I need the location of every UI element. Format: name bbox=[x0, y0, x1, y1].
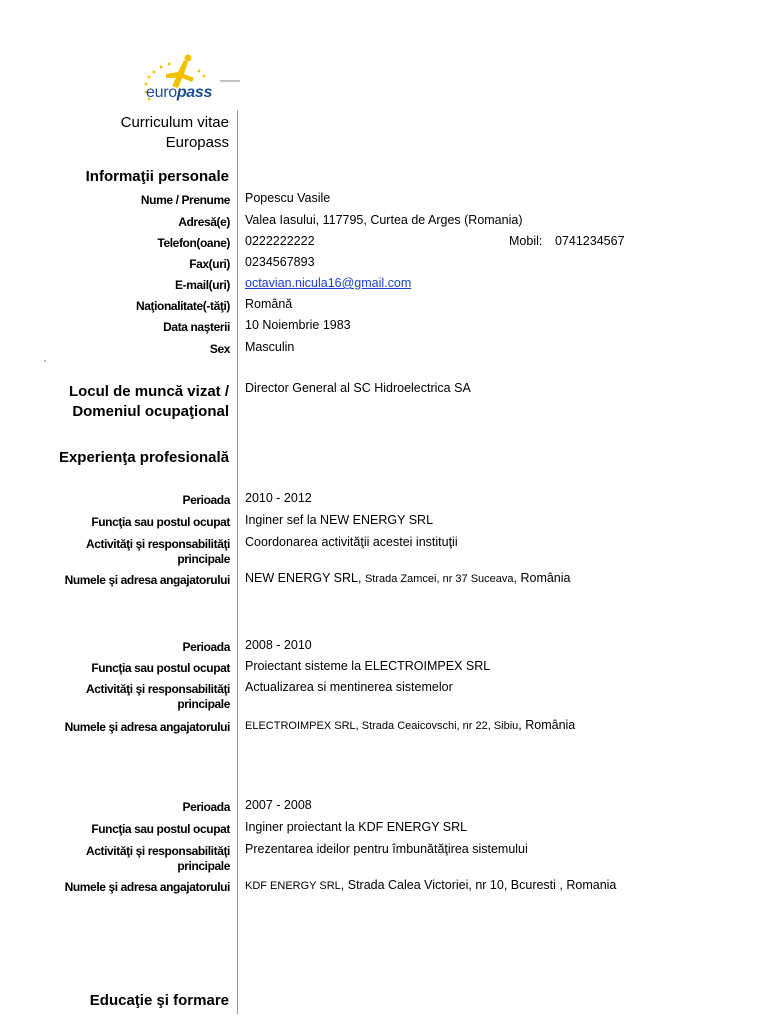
experience-heading: Experienţa profesională bbox=[58, 449, 229, 466]
value-period: 2010 - 2012 bbox=[245, 491, 312, 505]
label-name: Nume / Prenume bbox=[140, 193, 230, 207]
job-value: Director General al SC Hidroelectrica SA bbox=[245, 381, 471, 395]
label-phone: Telefon(oane) bbox=[157, 236, 230, 250]
value-position: Inginer proiectant la KDF ENERGY SRL bbox=[245, 820, 468, 834]
label-activities-line1: Activităţi şi responsabilităţi bbox=[85, 844, 230, 858]
label-position: Funcţia sau postul ocupat bbox=[91, 822, 230, 836]
label-activities-line2: principale bbox=[177, 552, 230, 566]
label-nationality: Naţionalitate(-tăţi) bbox=[135, 299, 230, 313]
value-birthdate: 10 Noiembrie 1983 bbox=[245, 318, 351, 332]
label-mobile: Mobil: bbox=[509, 234, 543, 248]
value-activities: Prezentarea ideilor pentru îmbunătăţirea sistemului bbox=[245, 842, 528, 856]
value-nationality: Română bbox=[245, 297, 293, 311]
value-period: 2007 - 2008 bbox=[245, 798, 312, 812]
value-mobile: 0741234567 bbox=[555, 234, 625, 248]
value-employer: ELECTROIMPEX SRL, Strada Ceaicovschi, nr 22, Sibiu, România bbox=[245, 718, 576, 732]
cv-title-line1: Curriculum vitae bbox=[120, 114, 229, 131]
label-employer: Numele şi adresa angajatorului bbox=[64, 573, 230, 587]
label-period: Perioada bbox=[182, 493, 230, 507]
value-period: 2008 - 2010 bbox=[245, 638, 312, 652]
label-sex: Sex bbox=[209, 342, 230, 356]
label-activities-line2: principale bbox=[177, 859, 230, 873]
value-name: Popescu Vasile bbox=[245, 191, 331, 205]
label-address: Adresă(e) bbox=[178, 215, 230, 229]
value-position: Inginer sef la NEW ENERGY SRL bbox=[245, 513, 434, 527]
value-position: Proiectant sisteme la ELECTROIMPEX SRL bbox=[245, 659, 491, 673]
europass-wordmark: europass bbox=[146, 84, 213, 101]
label-position: Funcţia sau postul ocupat bbox=[91, 515, 230, 529]
label-fax: Fax(uri) bbox=[189, 257, 230, 271]
value-sex: Masculin bbox=[245, 340, 295, 354]
label-activities-line1: Activităţi şi responsabilităţi bbox=[85, 537, 230, 551]
label-position: Funcţia sau postul ocupat bbox=[91, 661, 230, 675]
label-activities-line1: Activităţi şi responsabilităţi bbox=[85, 682, 230, 696]
label-birthdate: Data naşterii bbox=[163, 320, 230, 334]
label-period: Perioada bbox=[182, 640, 230, 654]
personal-info-heading: Informaţii personale bbox=[85, 168, 229, 185]
education-heading: Educaţie şi formare bbox=[89, 992, 229, 1009]
europass-logo bbox=[132, 54, 242, 106]
email-link[interactable]: octavian.nicula16@gmail.com bbox=[245, 276, 412, 290]
stray-mark bbox=[44, 360, 46, 362]
label-employer: Numele şi adresa angajatorului bbox=[64, 880, 230, 894]
label-email: E-mail(uri) bbox=[175, 278, 230, 292]
label-activities-line2: principale bbox=[177, 697, 230, 711]
cv-title-line2: Europass bbox=[165, 134, 229, 151]
label-period: Perioada bbox=[182, 800, 230, 814]
value-employer: NEW ENERGY SRL, Strada Zamcei, nr 37 Suceava, România bbox=[245, 571, 571, 585]
value-address: Valea Iasului, 117795, Curtea de Arges (Romania) bbox=[245, 213, 523, 227]
value-activities: Coordonarea activităţii acestei instituţii bbox=[245, 535, 458, 549]
label-employer: Numele şi adresa angajatorului bbox=[64, 720, 230, 734]
job-heading-line2: Domeniul ocupaţional bbox=[72, 403, 229, 420]
value-fax: 0234567893 bbox=[245, 255, 315, 269]
value-employer: KDF ENERGY SRL, Strada Calea Victoriei, nr 10, Bcuresti , Romania bbox=[245, 878, 617, 892]
value-phone: 0222222222 bbox=[245, 234, 315, 248]
value-activities: Actualizarea si mentinerea sistemelor bbox=[245, 680, 453, 694]
column-divider bbox=[237, 110, 238, 1014]
job-heading-line1: Locul de muncă vizat / bbox=[68, 383, 229, 400]
